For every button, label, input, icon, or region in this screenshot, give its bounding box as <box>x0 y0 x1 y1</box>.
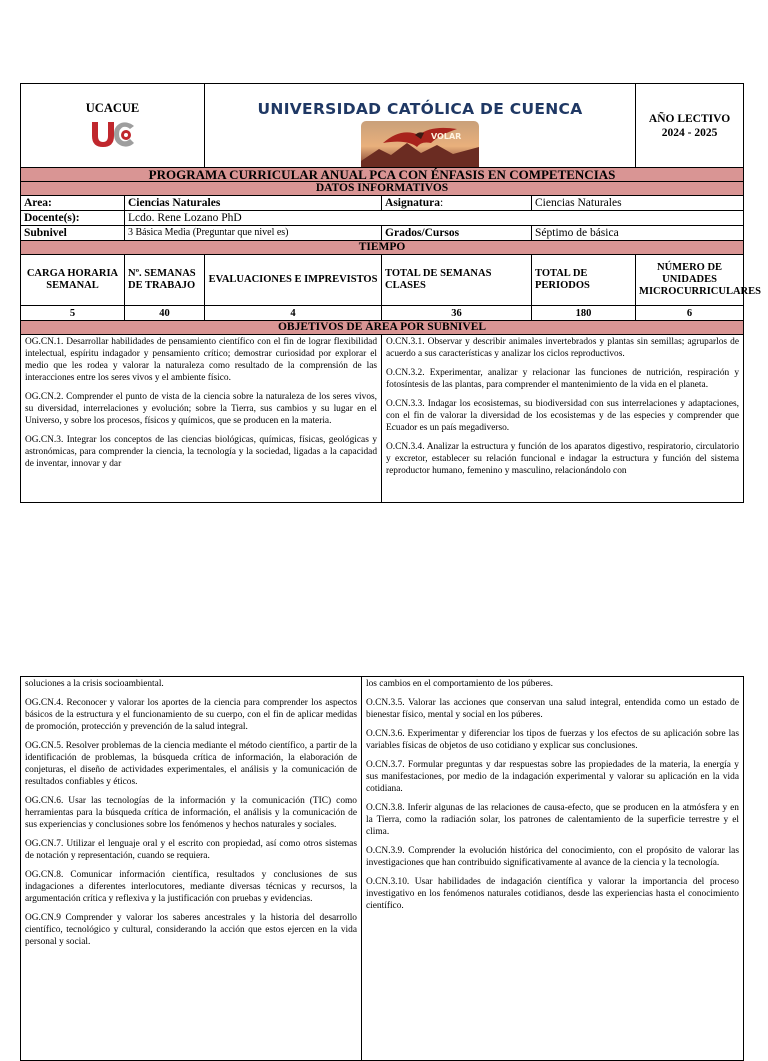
objective-o-cn-3-10: O.CN.3.10. Usar habilidades de indagación científica y valorar la importancia del proceso investigativo en los fenómenos naturales cotidianos, desde las experiencias hasta el conocimiento científico. <box>366 877 739 911</box>
time-header-carga: CARGA HORARIA SEMANAL <box>21 255 125 306</box>
objective-o-cn-3-6: O.CN.3.6. Experimentar y diferenciar los tipos de fuerzas y los efectos de su aplicación sobre las variables físicas de objetos de uso cotidiano y explicar sus conclusiones. <box>366 729 739 751</box>
university-name: UNIVERSIDAD CATÓLICA DE CUENCA <box>257 100 583 118</box>
asignatura-colon: : <box>439 197 444 209</box>
objective-og-cn-3: OG.CN.3. Integrar los conceptos de las ciencias biológicas, químicas, físicas, geológicas y astronómicas, para comprender la ciencia, la tecnología y la sociedad, ligadas a la capacidad de inventar, innovar y dar <box>25 435 378 469</box>
institution-short-name: UCACUE <box>85 100 140 115</box>
info-title-row <box>21 182 744 196</box>
info-row-area <box>21 196 744 211</box>
objective-o-cn-3-2: O.CN.3.2. Experimentar, analizar y relacionar las funciones de nutrición, respiración y fotosíntesis de las plantas, para comprender el mantenimiento de la vida en el planeta. <box>386 368 740 390</box>
time-header-unidades: NÚMERO DE UNIDADES MICROCURRICULARES <box>636 255 744 306</box>
docente-value: Lcdo. Rene Lozano PhD <box>125 211 744 226</box>
page-2 <box>0 676 768 1024</box>
banner-text: VOLAR <box>431 132 462 141</box>
info-row-subnivel <box>21 226 744 241</box>
time-value-unidades: 6 <box>636 306 744 321</box>
grados-label: Grados/Cursos <box>382 226 532 241</box>
time-header-row <box>21 255 744 306</box>
objective-og-cn-4: OG.CN.4. Reconocer y valorar los aportes de la ciencia para comprender los aspectos básicos de la estructura y el funcionamiento de su cuerpo, con el fin de aplicar medidas de promoción, protección y prevención de la salud integral. <box>25 698 357 732</box>
time-header-evaluaciones: EVALUACIONES E IMPREVISTOS <box>205 255 382 306</box>
objective-o-cn-3-8: O.CN.3.8. Inferir algunas de las relaciones de causa-efecto, que se producen en la atmósfera y en la Tierra, como la radiación solar, los patrones de calentamiento de la superficie terrestre y el clima. <box>366 803 739 837</box>
objective-og-cn-7: OG.CN.7. Utilizar el lenguaje oral y el escrito con propiedad, así como otros sistemas de notación y representación, cuando se requiera. <box>25 839 357 861</box>
time-value-evaluaciones: 4 <box>205 306 382 321</box>
general-objectives-cell <box>21 335 382 503</box>
objective-o-cn-3-3: O.CN.3.3. Indagar los ecosistemas, su biodiversidad con sus interrelaciones y adaptaciones, con el fin de valorar la diversidad de los ecosistemas y de las especies y comprender que Ecuador es un país megadiverso. <box>386 399 740 433</box>
uc-logo-icon <box>88 118 138 152</box>
objective-og-cn-9: OG.CN.9 Comprender y valorar los saberes ancestrales y la historia del desarrollo científico, tecnológico y cultural, considerando la acción que estos ejercen en la vida personal y social. <box>25 913 357 947</box>
volar-banner-image <box>361 121 479 167</box>
area-objectives-cont-cell <box>362 677 744 1061</box>
time-header-total-semanas: TOTAL DE SEMANAS CLASES <box>382 255 532 306</box>
pca-table-page-1 <box>20 83 761 503</box>
header-logo-cell <box>21 84 205 168</box>
objective-o-cn-3-9: O.CN.3.9. Comprender la evolución histórica del conocimiento, con el propósito de valorar las investigaciones que han contribuido significativamente al avance de la ciencia y la tecnología. <box>366 846 739 868</box>
asignatura-value: Ciencias Naturales <box>532 196 744 211</box>
year-label: AÑO LECTIVO <box>648 112 731 125</box>
header-year-cell <box>636 84 744 168</box>
objective-og-cn-6: OG.CN.6. Usar las tecnologías de la información y la comunicación (TIC) como herramientas para la búsqueda crítica de información, el análisis y la comunicación de sus experiencias y conclusiones sobre los fenómenos y hechos naturales y sociales. <box>25 796 357 830</box>
objective-og-cn-1: OG.CN.1. Desarrollar habilidades de pensamiento científico con el fin de lograr flexibilidad intelectual, espíritu indagador y pensamiento crítico; demostrar curiosidad por explorar el medio que les rodea y valorar la naturaleza como resultado de la comprensión de las interacciones entre los seres vivos y el ambiente físico. <box>25 337 378 383</box>
area-objectives-cell <box>382 335 744 503</box>
program-title: PROGRAMA CURRICULAR ANUAL PCA CON ÉNFASIS EN COMPETENCIAS <box>21 168 744 182</box>
objective-o-cn-3-4: O.CN.3.4. Analizar la estructura y función de los aparatos digestivo, respiratorio, circulatorio y excretor, establecer su relación funcional e indagar la estructura y función del sistema reproductor humano, femenino y masculino, relacionándolo con <box>386 442 740 476</box>
time-title-row <box>21 241 744 255</box>
time-value-total-semanas: 36 <box>382 306 532 321</box>
objective-og-cn-5: OG.CN.5. Resolver problemas de la ciencia mediante el método científico, a partir de la identificación de problemas, la búsqueda crítica de información, la elaboración de conjeturas, el diseño de actividades experimentales, el análisis y la comunicación de resultados confiables y éticos. <box>25 741 357 787</box>
subnivel-value: 3 Básica Media (Preguntar que nivel es) <box>125 226 382 241</box>
year-value: 2024 - 2025 <box>661 126 718 139</box>
page-1 <box>0 0 768 530</box>
objective-og-cn-3-cont: soluciones a la crisis socioambiental. <box>25 679 164 689</box>
section-tiempo: TIEMPO <box>21 241 744 255</box>
objective-og-cn-8: OG.CN.8. Comunicar información científica, resultados y conclusiones de sus indagaciones a diferentes interlocutores, mediante diversas técnicas y recursos, la argumentación crítica y reflexiva y la justificación con pruebas y evidencias. <box>25 870 357 904</box>
objective-o-cn-3-4-cont: los cambios en el comportamiento de los púberes. <box>366 679 553 689</box>
section-objetivos: OBJETIVOS DE ÁREA POR SUBNIVEL <box>21 321 744 335</box>
grados-value: Séptimo de básica <box>532 226 744 241</box>
time-header-periodos: TOTAL DE PERIODOS <box>532 255 636 306</box>
area-label: Area: <box>21 196 125 211</box>
info-row-docente <box>21 211 744 226</box>
objective-og-cn-2: OG.CN.2. Comprender el punto de vista de la ciencia sobre la naturaleza de los seres vivos, su diversidad, interrelaciones y evolución; sobre la Tierra, sus cambios y su lugar en el Universo, y sobre los procesos, físicos y químicos, que se producen en la materia. <box>25 392 378 426</box>
program-title-row <box>21 168 744 182</box>
pca-table-page-2 <box>20 676 744 1061</box>
section-datos-informativos: DATOS INFORMATIVOS <box>21 182 744 196</box>
time-value-semanas: 40 <box>125 306 205 321</box>
time-values-row <box>21 306 744 321</box>
subnivel-label: Subnivel <box>21 226 125 241</box>
header-university-cell <box>205 84 636 168</box>
docente-label: Docente(s): <box>21 211 125 226</box>
area-value: Ciencias Naturales <box>125 196 382 211</box>
asignatura-label: Asignatura <box>385 197 440 209</box>
objectives-row-page-1 <box>21 335 744 503</box>
objective-o-cn-3-5: O.CN.3.5. Valorar las acciones que conservan una salud integral, entendida como un estado de bienestar físico, mental y social en los púberes. <box>366 698 739 720</box>
asignatura-label-cell <box>382 196 532 211</box>
time-header-semanas: Nº. SEMANAS DE TRABAJO <box>125 255 205 306</box>
objective-o-cn-3-1: O.CN.3.1. Observar y describir animales invertebrados y plantas sin semillas; agruparlos de acuerdo a sus características y analizar los ciclos reproductivos. <box>386 337 740 359</box>
objectives-title-row <box>21 321 744 335</box>
objectives-row-page-2 <box>21 677 744 1061</box>
time-value-carga: 5 <box>21 306 125 321</box>
objective-o-cn-3-7: O.CN.3.7. Formular preguntas y dar respuestas sobre las propiedades de la materia, la energía y sus manifestaciones, por medio de la indagación experimental y valorar su aplicación en la vida cotidiana. <box>366 760 739 794</box>
general-objectives-cont-cell <box>21 677 362 1061</box>
header-row <box>21 84 744 168</box>
time-value-periodos: 180 <box>532 306 636 321</box>
